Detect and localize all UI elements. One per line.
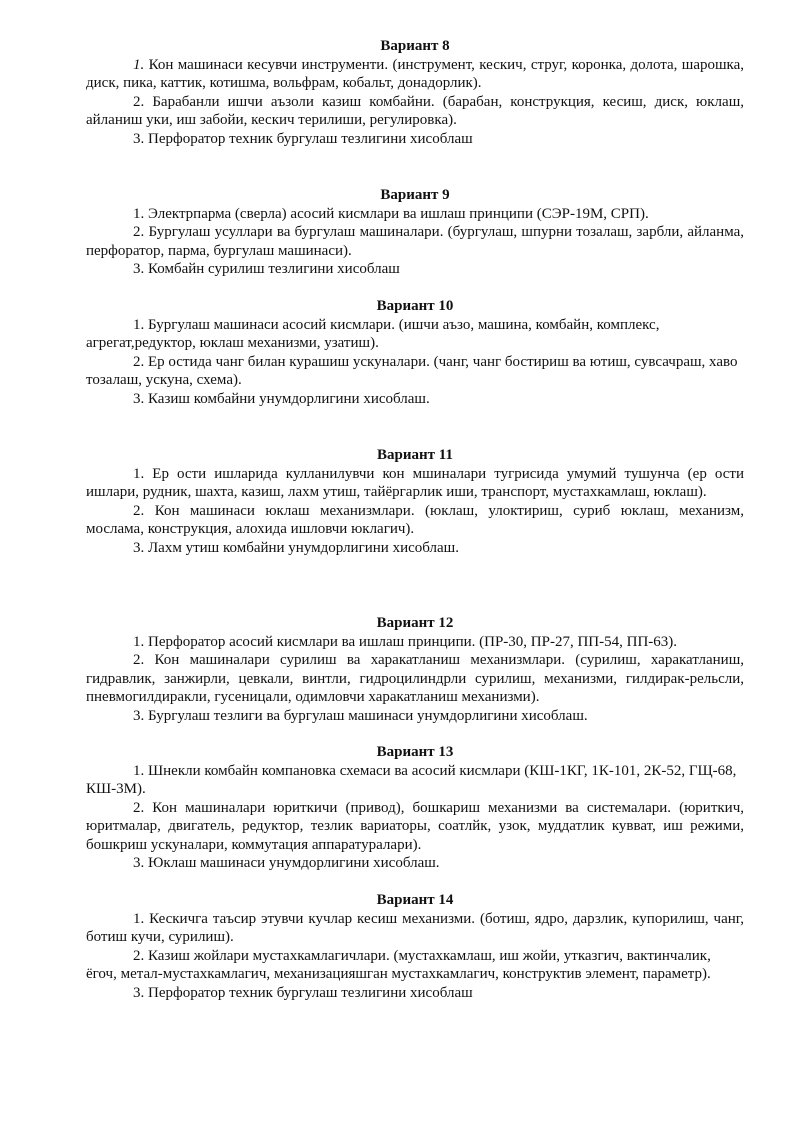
item-text: Кон машинаси кесувчи инструменти. (инструмент, кескич, струг, коронка, долота, шарошка, диск, пика, каттик, котишма, вольфрам, кобальт, донадорлик). <box>86 56 744 91</box>
item-number: 2. <box>133 799 145 816</box>
variant-12-title: Вариант 12 <box>376 615 454 631</box>
variant-12-section <box>86 614 744 725</box>
variant-8-title: Вариант 8 <box>380 38 450 54</box>
variant-11-title: Вариант 11 <box>377 447 453 463</box>
variant-11-item-3 <box>86 539 744 558</box>
variant-13-item-1 <box>86 762 744 799</box>
item-text: Бургулаш усуллари ва бургулаш машиналари. (бургулаш, шпурни тозалаш, зарбли, айланма, перфоратор, парма, бургулаш машинаси). <box>86 224 744 259</box>
variant-13-item-2 <box>86 799 744 855</box>
item-number: 3. <box>133 130 145 147</box>
variant-10-item-2 <box>86 353 744 390</box>
variant-14-item-3 <box>86 984 744 1003</box>
item-text: Бургулаш тезлиги ва бургулаш машинаси унумдорлигини хисоблаш. <box>144 707 588 724</box>
variant-12-item-2 <box>86 651 744 707</box>
item-number: 2. <box>133 502 145 519</box>
variant-9-item-1 <box>86 205 744 224</box>
item-text: Электрпарма (сверла) асосий кисмлари ва ишлаш принципи (СЭР-19М, СРП). <box>144 205 649 222</box>
item-text: Перфоратор асосий кисмлари ва ишлаш принципи. (ПР-30, ПР-27, ПП-54, ПП-63). <box>144 633 678 650</box>
variant-14-item-2 <box>86 947 744 984</box>
variant-9-section <box>86 186 744 279</box>
item-text: Кескичга таъсир этувчи кучлар кесиш механизми. (ботиш, ядро, дарзлик, купорилиш, чанг, ботиш кучи, сурилиш). <box>86 910 744 945</box>
variant-10-title: Вариант 10 <box>376 298 454 314</box>
variant-14-item-1 <box>86 910 744 947</box>
item-text: Перфоратор техник бургулаш тезлигини хисоблаш <box>144 130 473 147</box>
item-number: 1. <box>133 56 145 73</box>
variant-12-item-3 <box>86 707 744 726</box>
item-number: 1. <box>133 910 145 927</box>
variant-13-item-3 <box>86 854 744 873</box>
item-number: 3. <box>133 539 145 556</box>
variant-11-item-2 <box>86 502 744 539</box>
variant-10-item-3 <box>86 390 744 409</box>
variant-11-item-1 <box>86 465 744 502</box>
item-text: Кон машиналари юриткичи (привод), бошкариш механизми ва системалари. (юриткич, юритмалар, двигатель, редуктор, тезлик вариаторы, соатлйк, узок, муддатлик кувват, иш режими, бошкриш ускуналари, коммутация аппаратуралари). <box>86 799 744 853</box>
item-text: Перфоратор техник бургулаш тезлигини хисоблаш <box>144 984 473 1001</box>
variant-13-section <box>86 743 744 873</box>
item-number: 2. <box>133 652 145 668</box>
item-text: Шнекли комбайн компановка схемаси ва асосий кисмлари (КШ-1КГ, 1К-101, 2К-52, ГЩ-68, КШ-3М). <box>86 762 737 797</box>
item-number: 1. <box>133 316 145 333</box>
variant-8-item-2 <box>86 93 744 130</box>
variant-8-section <box>86 37 744 148</box>
variant-10-item-1 <box>86 316 744 353</box>
variant-8-item-1 <box>86 56 744 93</box>
variant-14-title: Вариант 14 <box>376 892 454 908</box>
variant-14-section <box>86 891 744 1002</box>
item-number: 3. <box>133 984 145 1001</box>
item-number: 1. <box>133 205 145 222</box>
variant-10-section <box>86 297 744 408</box>
item-text: Ер ости ишларида кулланилувчи кон мшиналари тугрисида умумий тушунча (ер ости ишлари, рудник, шахта, казиш, лахм утиш, тайёргарлик иши, транспорт, мустахкамлаш, юклаш). <box>86 465 744 500</box>
variant-8-item-3 <box>86 130 744 149</box>
variant-9-title: Вариант 9 <box>380 187 450 203</box>
item-number: 1. <box>133 762 145 779</box>
item-text: Кон машинаси юклаш механизмлари. (юклаш, улоктириш, суриб юклаш, механизм, мослама, конструкция, алохида ишловчи юклагич). <box>86 502 744 537</box>
item-number: 2. <box>133 947 145 964</box>
item-text: Казиш комбайни унумдорлигини хисоблаш. <box>144 390 430 407</box>
item-number: 2. <box>133 224 145 240</box>
item-text: Юклаш машинаси унумдорлигини хисоблаш. <box>144 855 440 871</box>
item-number: 3. <box>133 390 145 407</box>
item-number: 1. <box>133 465 145 482</box>
variant-12-item-1 <box>86 633 744 652</box>
item-text: Бургулаш машинаси асосий кисмлари. (ишчи аъзо, машина, комбайн, комплекс, агрегат,редуктор, юклаш механизми, узатиш). <box>86 316 660 351</box>
variant-9-item-3 <box>86 260 744 279</box>
item-number: 3. <box>133 707 145 724</box>
item-text: Ер остида чанг билан курашиш ускуналари. (чанг, чанг бостириш ва ютиш, сувсачраш, хаво тозалаш, ускуна, схема). <box>86 353 738 388</box>
item-number: 1. <box>133 633 145 650</box>
item-text: Комбайн сурилиш тезлигини хисоблаш <box>144 261 400 277</box>
item-text: Лахм утиш комбайни унумдорлигини хисоблаш. <box>144 539 459 556</box>
item-text: Кон машиналари сурилиш ва харакатланиш механизмлари. (сурилиш, харакатланиш, гидравлик, занжирли, цевкали, винтли, гидроцилиндрли сурилиш, механизми, гилдирак-рельсли, пневмогилдиракли, гусеницали, одимловчи харакатланиш механизми). <box>86 652 744 705</box>
item-number: 3. <box>133 855 145 871</box>
item-number: 3. <box>133 261 145 277</box>
item-text: Казиш жойлари мустахкамлагичлари. (мустахкамлаш, иш жойи, утказгич, вактинчалик, ёгоч, метал-мустахкамлагич, механизацияшган мустахкамлагич, конструктив элемент, параметр). <box>86 947 711 982</box>
variant-9-item-2 <box>86 223 744 260</box>
item-number: 2. <box>133 353 145 370</box>
variant-11-section <box>86 446 744 557</box>
item-number: 2. <box>133 93 145 110</box>
item-text: Барабанли ишчи аъзоли казиш комбайни. (барабан, конструкция, кесиш, диск, юклаш, айланиш уки, иш забойи, кескич терилиши, регулировка). <box>86 93 744 128</box>
variant-13-title: Вариант 13 <box>376 744 454 760</box>
